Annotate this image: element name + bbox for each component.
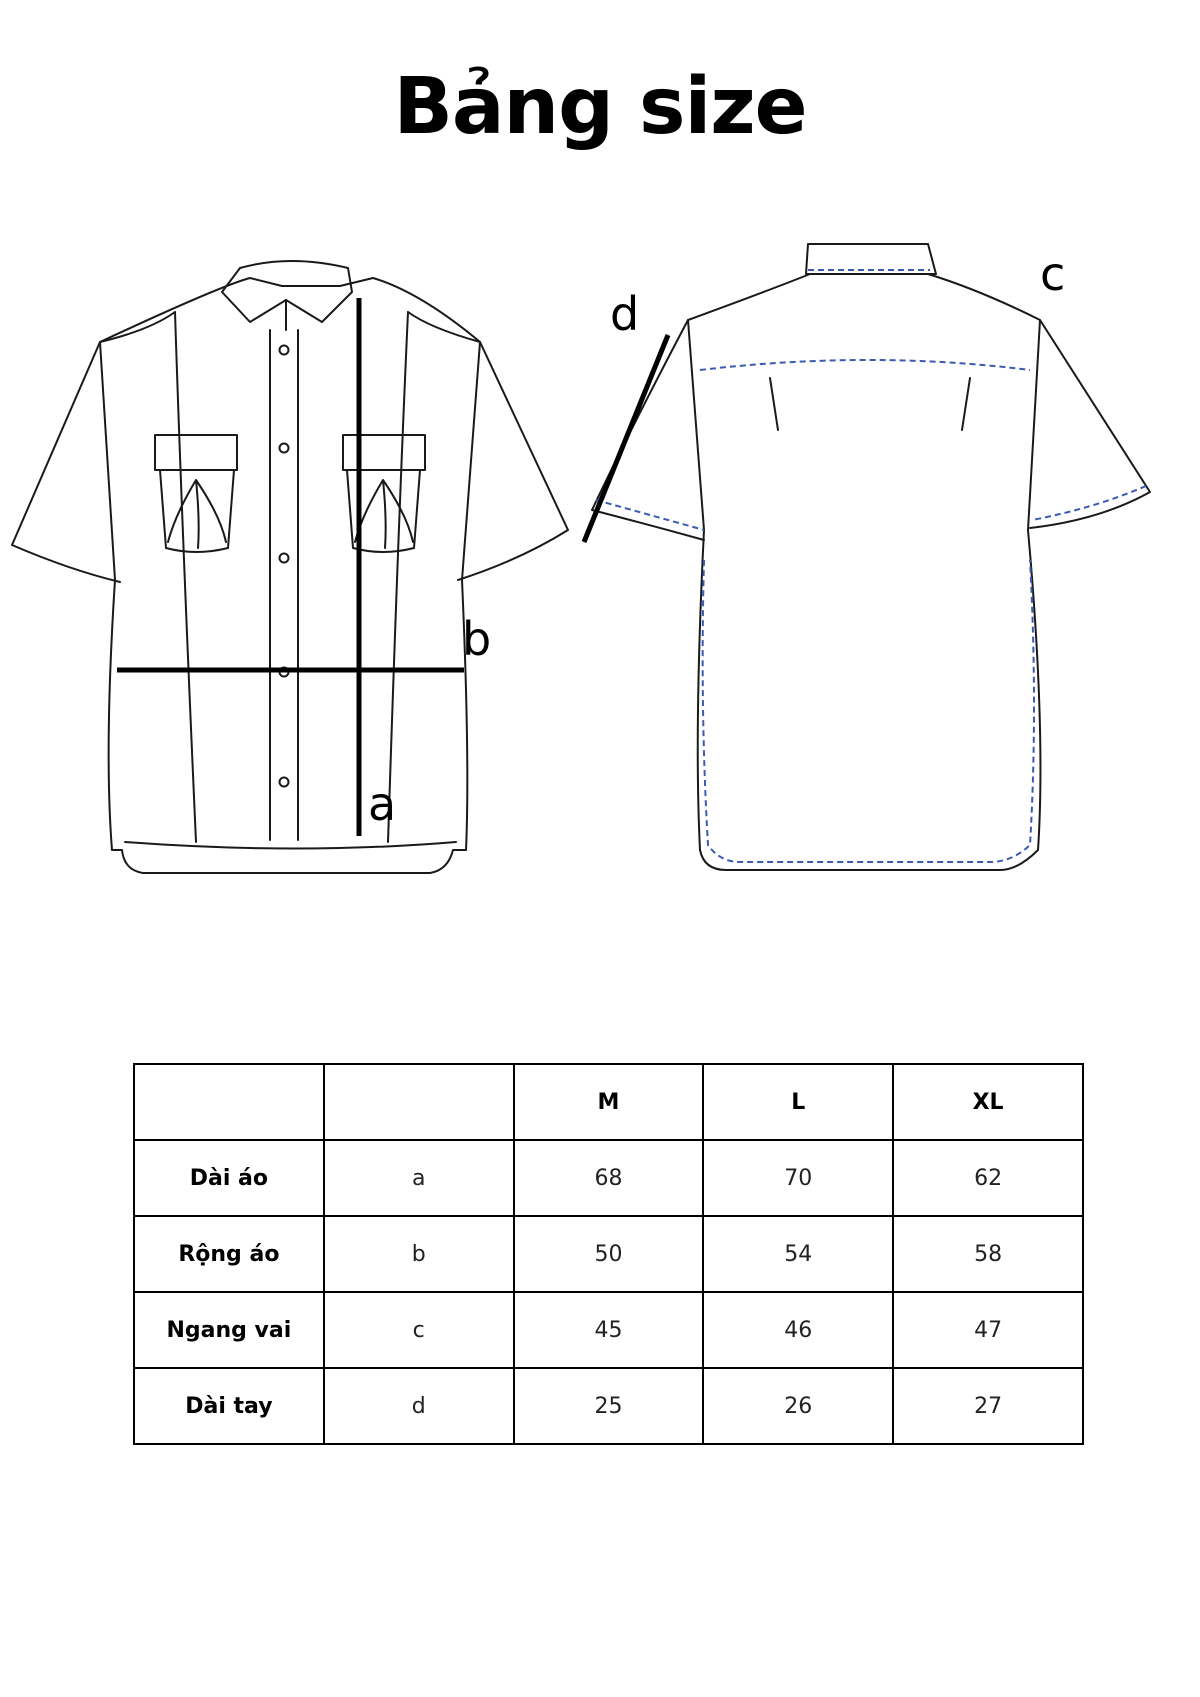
table-cell: 58 [893, 1216, 1083, 1292]
header-cell [324, 1064, 514, 1140]
table-cell: 54 [703, 1216, 893, 1292]
table-cell: 47 [893, 1292, 1083, 1368]
back-shirt-stitching [596, 270, 1146, 862]
table-cell: 68 [514, 1140, 704, 1216]
table-row [134, 1292, 1083, 1368]
header-cell-m: M [514, 1064, 704, 1140]
page-title: Bảng size [393, 62, 807, 152]
header-cell-xl: XL [893, 1064, 1083, 1140]
row-label: Dài tay [134, 1368, 324, 1444]
table-cell: 26 [703, 1368, 893, 1444]
table-row [134, 1216, 1083, 1292]
table-cell: 25 [514, 1368, 704, 1444]
measurement-lines [117, 298, 668, 836]
table-header-row [134, 1064, 1083, 1140]
measure-label-c: c [1040, 247, 1066, 301]
shirt-measurement-diagram [0, 230, 1200, 910]
row-code: b [324, 1216, 514, 1292]
row-code: c [324, 1292, 514, 1368]
table-cell: 70 [703, 1140, 893, 1216]
row-code: a [324, 1140, 514, 1216]
row-code: d [324, 1368, 514, 1444]
row-label: Dài áo [134, 1140, 324, 1216]
row-label: Ngang vai [134, 1292, 324, 1368]
front-shirt-drawing [12, 261, 568, 873]
header-cell [134, 1064, 324, 1140]
table-row [134, 1368, 1083, 1444]
back-shirt-drawing [592, 244, 1150, 870]
table-cell: 27 [893, 1368, 1083, 1444]
row-label: Rộng áo [134, 1216, 324, 1292]
table-row [134, 1140, 1083, 1216]
measure-line-d [584, 335, 668, 542]
table-cell: 46 [703, 1292, 893, 1368]
table-cell: 50 [514, 1216, 704, 1292]
table-cell: 62 [893, 1140, 1083, 1216]
size-table [133, 1063, 1084, 1445]
measure-label-b: b [462, 612, 492, 666]
measure-label-a: a [368, 777, 397, 831]
header-cell-l: L [703, 1064, 893, 1140]
measure-label-d: d [610, 287, 640, 341]
table-cell: 45 [514, 1292, 704, 1368]
